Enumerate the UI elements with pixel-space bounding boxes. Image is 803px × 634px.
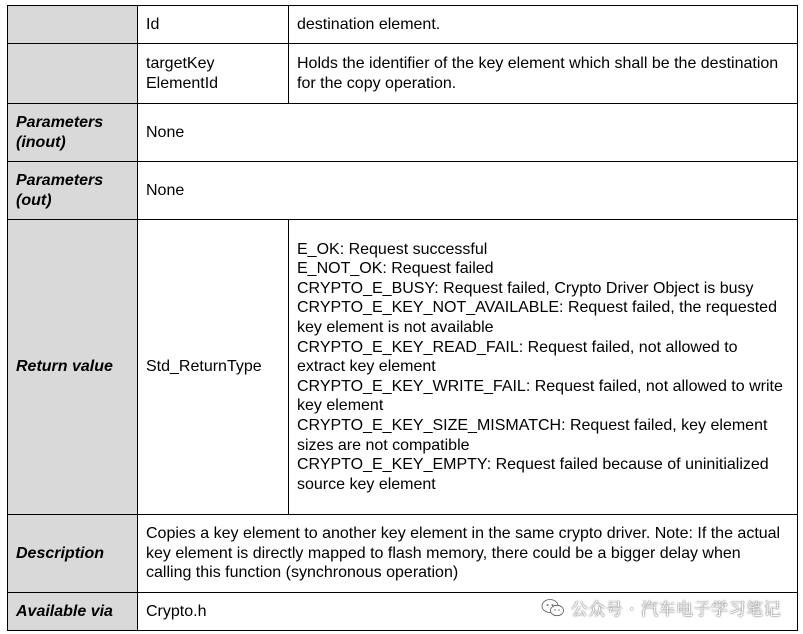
- watermark: [541, 595, 781, 620]
- parameters-out-value: None: [138, 162, 798, 220]
- param-description: Holds the identifier of the key element which shall be the destination for the copy operation.: [289, 44, 798, 104]
- row-label: [8, 44, 138, 104]
- parameters-inout-value: None: [138, 104, 798, 162]
- table-row: [8, 104, 798, 162]
- wechat-icon: [541, 598, 565, 618]
- table-row: [8, 44, 798, 104]
- param-name: targetKey ElementId: [138, 44, 289, 104]
- return-values-list: [289, 220, 798, 515]
- return-value-item: E_OK: Request successful: [297, 240, 488, 258]
- return-value-item: CRYPTO_E_KEY_READ_FAIL: Request failed, not allowed to extract key element: [297, 338, 738, 376]
- row-label: [8, 6, 138, 44]
- return-value-item: CRYPTO_E_KEY_WRITE_FAIL: Request failed, not allowed to write key element: [297, 377, 783, 415]
- return-value-item: E_NOT_OK: Request failed: [297, 260, 494, 278]
- row-label-parameters-out: Parameters (out): [8, 162, 138, 220]
- api-spec-table: [7, 5, 798, 631]
- row-label-available-via: Available via: [8, 593, 138, 631]
- table-row: [8, 220, 798, 515]
- param-name: Id: [138, 6, 289, 44]
- table-row: [8, 6, 798, 44]
- return-type: Std_ReturnType: [138, 220, 289, 515]
- row-label-return-value: Return value: [8, 220, 138, 515]
- available-via-value: Crypto.h: [138, 593, 798, 631]
- return-value-item: CRYPTO_E_BUSY: Request failed, Crypto Driver Object is busy: [297, 279, 754, 297]
- return-value-item: CRYPTO_E_KEY_SIZE_MISMATCH: Request failed, key element sizes are not compatible: [297, 416, 768, 454]
- description-value: Copies a key element to another key element in the same crypto driver. Note: If the actual key element is directly mapped to flash memory, there could be a bigger delay when calling this function (synchronous operation): [138, 515, 798, 593]
- watermark-text: 公众号 · 汽车电子学习笔记: [570, 600, 781, 620]
- table-row: [8, 515, 798, 593]
- return-value-item: CRYPTO_E_KEY_NOT_AVAILABLE: Request failed, the requested key element is not available: [297, 299, 777, 337]
- table-row: [8, 162, 798, 220]
- row-label-parameters-inout: Parameters (inout): [8, 104, 138, 162]
- return-value-item: CRYPTO_E_KEY_EMPTY: Request failed because of uninitialized source key element: [297, 456, 769, 493]
- param-description: destination element.: [289, 6, 798, 44]
- row-label-description: Description: [8, 515, 138, 593]
